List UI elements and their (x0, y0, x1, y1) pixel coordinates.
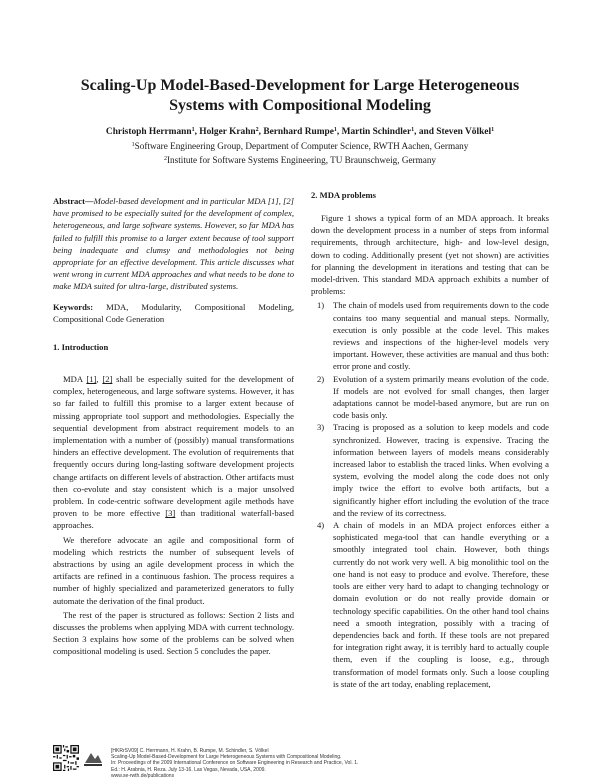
publications-link[interactable]: www.se-rwth.de/publications (111, 772, 175, 779)
keywords: Keywords: MDA, Modularity, Compositional Modeling, Compositional Code Generation (53, 301, 294, 324)
problem-list (311, 299, 549, 690)
list-item: 2) Evolution of a system primarily means evolution of the code. If models are not evolved for small changes, then larger adaptations cannot be model-based anymore, but are run on code basis only. (317, 373, 549, 421)
mda-intro-paragraph: Figure 1 shows a typical form of an MDA approach. It breaks down the development process in a number of steps from informal requirements, through architecture, high- and low-level design, down to coding. Additionally present (yet not shown) are activities for planning the development in iterations and testing that can be model-driven. This standard MDA approach exhibits a number of problems: (311, 213, 549, 297)
author: Bernhard Rumpe (263, 127, 334, 137)
paper-title (40, 76, 560, 116)
citation-link-1[interactable]: [1] (86, 374, 97, 384)
intro-paragraph-3: The rest of the paper is structured as follows: Section 2 lists and discusses the problems when applying MDA with current technology. Section 3 explains how some of the problems can be solved when compositional modeling is used. Section 5 concludes the paper. (53, 609, 294, 657)
abstract: Abstract—Model-based development and in particular MDA [1], [2] have promised to be especially suited for the development of complex, heterogeneous, and large software systems. However, so far MDA has failed to fulfill this promise to a larger extent because of tool support being inadequate and clumsy and methodologies not being appropriate for an effective development. This article discusses what went wrong in current MDA approaches and what needs to be done to make MDA suited for ultra-large, distributed systems. (53, 196, 294, 292)
list-item: 3) Tracing is proposed as a solution to keep models and code synchronized. However, tracing is expensive. Tracing the information between layers of models means considerably increased labor to establish the traced links. When evolving a system, evolving the model along the code does not only imply twice the effort to evolve both artifacts, but a significantly higher effort including the evolution of the trace and the review of its correctness. (317, 422, 549, 518)
left-column (53, 195, 294, 325)
author-list: Christoph Herrmann$^1$, Holger Krahn$^2$, Bernhard Rumpe$^1$, Martin Schindler$^1$, and Steven Völkel$^1$ (105, 127, 495, 137)
qr-code-icon (53, 745, 79, 771)
author: Steven Völkel (436, 127, 492, 137)
author: Holger Krahn (199, 127, 256, 137)
citation-link-2[interactable]: [2] (102, 374, 113, 384)
section-1-heading: 1. Introduction (53, 342, 109, 352)
section-2-body (311, 212, 549, 690)
author: Christoph Herrmann (105, 127, 192, 137)
affiliation-1: $^1$Software Engineering Group, Department of Computer Science, RWTH Aachen, Germany (131, 141, 469, 151)
title-line-2: Systems with Compositional Modeling (169, 97, 431, 114)
intro-paragraph-1: MDA [1], [2] shall be especially suited for the development of complex, heterogeneous, and large software systems. However, it has so far failed to fulfill this promise to a larger extent because of missing appropriate tool support and methodologies. Especially the sequential development from abstract requirement models to an implementation with a number of (possibly) manual transformations hinders an effective development. The evolution of requirements that frequently occurs during long-lasting software development projects change artifacts on different levels of abstraction. Other artifacts must then co-evolute and stay consistent which is a major unsolved problem. In code-centric software development agile methods have proven to be more effective [3] than traditional waterfall-based approaches. (53, 374, 295, 531)
author: Martin Schindler (341, 127, 412, 137)
citation-footer: [HKRrSV09] C. Herrmann, H. Krahn, B. Rumpe, M. Schindler, S. Völkel Scaling-Up Model-Based-Development for Large Heterogeneous Systems with Compositional Modeling. In: Proceedings of the 2009 International Conference on Software Engineering in Research and Practice, Vol. 1. Ed.: H. Arabnia, H. Reza. July 13-16. Las Vegas, Nevada, USA, 2009. www.se-rwth.de/publications (111, 748, 359, 779)
affiliation-2: $^2$Institute for Software Systems Engineering, TU Braunschweig, Germany (163, 155, 437, 165)
title-line-1: Scaling-Up Model-Based-Development for Large Heterogeneous (80, 77, 520, 94)
section-2-heading: 2. MDA problems (311, 190, 377, 200)
intro-paragraph-2: We therefore advocate an agile and compositional form of modeling which restricts the number of subsequent levels of abstractions by using an agile development process in which the artifacts are refined in a continuous fashion. The process requires a number of highly specialized and parameterized generators to fully automate the derivation of the final product. (53, 534, 294, 606)
citation-link-3[interactable]: [3] (165, 508, 176, 519)
se-logo-icon (82, 748, 104, 770)
list-item: 1) The chain of models used from requirements down to the code contains too many sequential and manual steps. Normally, execution is only possible at the code level. This makes reviews and inspections of the higher-level models very important. However, these activities are manual and thus both: error prone and costly. (317, 300, 549, 372)
section-1-body (53, 373, 294, 658)
list-item: 4) A chain of models in an MDA project enforces either a sophisticated mega-tool that can handle everything or a smoothly integrated tool chain. However, both things currently do not work very well. A big monolithic tool on the one hand is not easy to produce and evolve. Therefore, these tools are either very hard to adapt to changing technology or domain evolution or do not really provide domain or technology specific capabilities. On the other hand tool chains need a smooth integration, possibly with a tracing of dependencies back and forth. If these tools are not prepared for integration right away, it is terribly hard to actually couple them, even if the coupling is loose, e.g., through transformation of model formats only. Such a loose coupling is state of the art today, enabling replacement, (317, 520, 549, 689)
